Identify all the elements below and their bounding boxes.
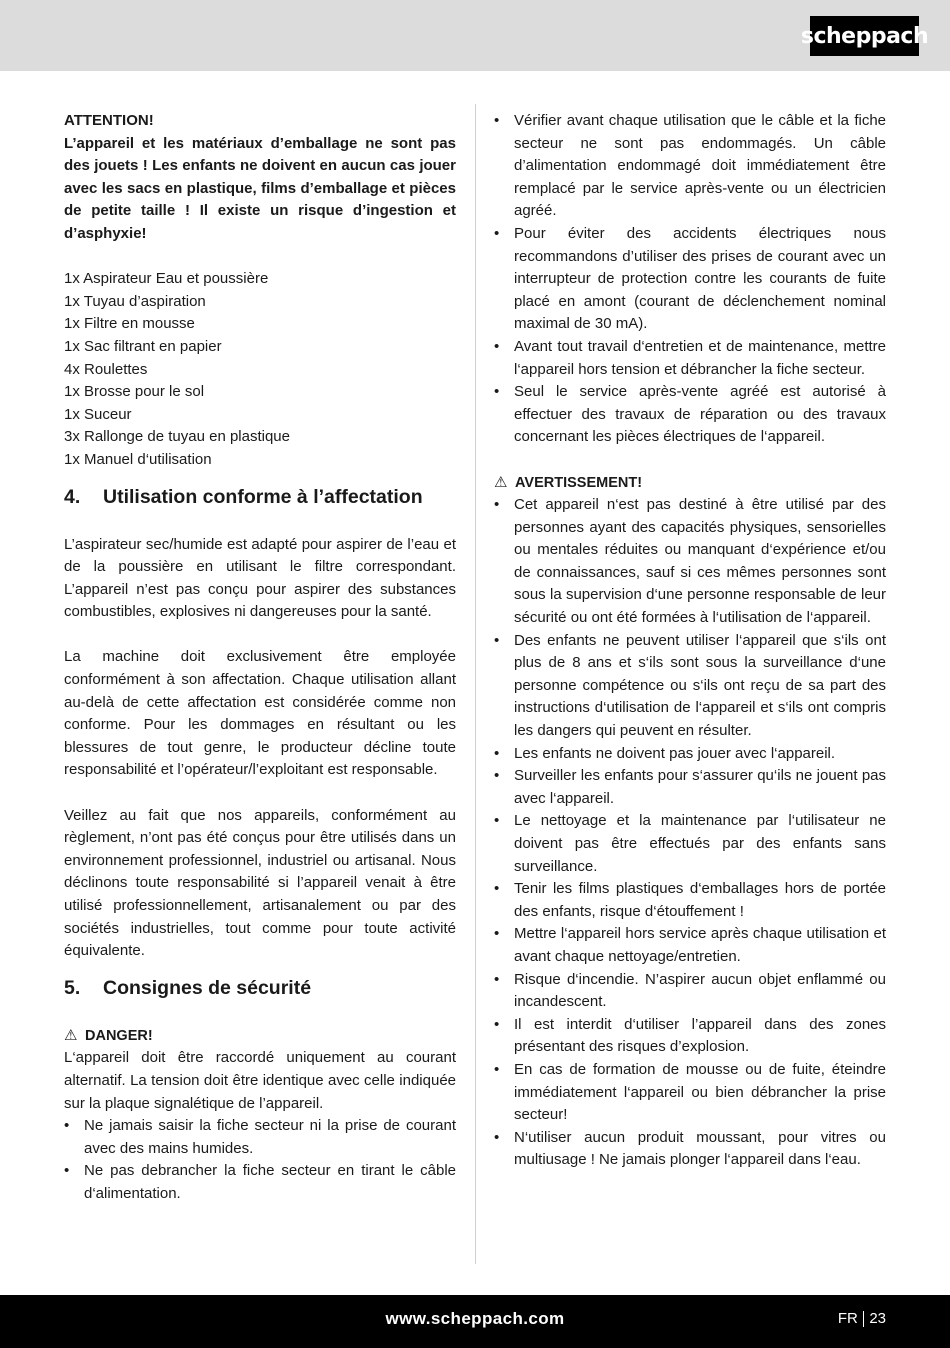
right-column [494,110,886,1172]
section-title: Consignes de sécurité [103,976,312,999]
paragraph: L’aspirateur sec/humide est adapté pour aspirer de l’eau et de la poussière en utilisant le filtre correspondant. L’appareil n’est pas conçu pour aspirer des substances combustibles, explosives ni dangereuses pour la santé. [64,535,456,621]
list-item: 4x Roulettes [64,360,148,378]
language-code: FR [837,1310,858,1327]
list-item: 1x Aspirateur Eau et poussière [64,270,269,288]
list-item: • Cet appareil n‘est pas destiné à être utilisé par des personnes ayant des capacités physiques, sensorielles ou mentales réduites ou manquant d‘expérience et/ou de connaissances, sauf si ces mêmes personnes sont sous la supervision d‘une personne responsable de leur sécurité ou ont été formées à l‘utilisation de l‘appareil. [494,494,886,630]
attention-text: L’appareil et les matériaux d’emballage ne sont pas des jouets ! Les enfants ne doivent en aucun cas jouer avec les sacs en plastique, films d’emballage et pièces de petite taille ! Il existe un risque d’ingestion et d’asphyxie! [64,134,456,242]
list-item: 1x Sac filtrant en papier [64,337,222,355]
list-item: • En cas de formation de mousse ou de fuite, éteindre immédiatement l‘appareil ou bien débrancher la prise secteur! [494,1059,886,1127]
list-item: • Mettre l‘appareil hors service après chaque utilisation et avant chaque nettoyage/entretien. [494,923,886,968]
list-item: • Surveiller les enfants pour s‘assurer qu‘ils ne jouent pas avec l‘appareil. [494,765,886,810]
danger-label: DANGER! [85,1027,153,1044]
list-item: • N‘utiliser aucun produit moussant, pour vitres ou multiusage ! Ne jamais plonger l‘appareil dans l‘eau. [494,1127,886,1172]
list-item: • Pour éviter des accidents électriques nous recommandons d’utiliser des prises de courant avec un interrupteur de protection contre les courants de fuite placé en amont (courant de déclenchement nominal maximal de 30 mA). [494,223,886,336]
warning-triangle-icon: ⚠ [64,1026,78,1044]
list-item: • Risque d‘incendie. N’aspirer aucun objet enflammé ou incandescent. [494,969,886,1014]
website-link[interactable]: www.scheppach.com [385,1309,565,1328]
column-divider [475,104,476,1264]
list-item: • Le nettoyage et la maintenance par l‘utilisateur ne doivent pas être effectués par des enfants sans surveillance. [494,810,886,878]
list-item: 1x Brosse pour le sol [64,383,205,401]
list-item: 1x Manuel d‘utilisation [64,450,212,468]
separator [863,1311,865,1327]
section-number: 4. [64,485,81,508]
list-item: • Ne pas debrancher la fiche secteur en tirant le câble d‘alimentation. [64,1160,456,1205]
page-header [0,0,950,71]
danger-text: L‘appareil doit être raccordé uniquement au courant alternatif. La tension doit être identique avec celle indiquée sur la plaque signalétique de l’appareil. [64,1049,456,1112]
page-footer [0,1295,950,1348]
list-item: • Ne jamais saisir la fiche secteur ni la prise de courant avec des mains humides. [64,1115,456,1160]
safety-bullet-list [494,110,886,449]
list-item: 1x Filtre en mousse [64,315,195,333]
warning-title [494,472,886,495]
scheppach-logo: scheppach [810,16,919,56]
section-number: 5. [64,976,81,999]
list-item: • Seul le service après-vente agréé est autorisé à effectuer des travaux de réparation ou des travaux concernant les pièces électriques de l‘appareil. [494,381,886,449]
page-info [838,1310,886,1327]
warning-triangle-icon: ⚠ [494,473,508,491]
danger-title [64,1025,456,1048]
list-item: 1x Tuyau d’aspiration [64,292,206,310]
paragraph: Veillez au fait que nos appareils, conformément au règlement, n’ont pas été conçus pour être utilisés dans un environnement professionnel, industriel ou artisanal. Nous déclinons toute responsabilité si l’appareil venait à être utilisé professionnellement, artisanalement ou par des sociétés industrielles, tout comme pour toute activité équivalente. [64,806,456,960]
left-column [64,110,456,1206]
warning-label: AVERTISSEMENT! [515,474,643,491]
list-item: • Vérifier avant chaque utilisation que le câble et la fiche secteur ne sont pas endommagés. Un câble d’alimentation endommagé doit immédiatement être remplacé par le service après-vente ou un électricien agréé. [494,110,886,223]
list-item: 1x Suceur [64,405,132,423]
section-4-heading [64,484,456,510]
list-item: • Tenir les films plastiques d‘emballages hors de portée des enfants, risque d‘étouffement ! [494,878,886,923]
section-title: Utilisation conforme à l’affectation [103,485,423,508]
list-item: 3x Rallonge de tuyau en plastique [64,428,290,446]
danger-bullet-list [64,1115,456,1205]
list-item: • Les enfants ne doivent pas jouer avec l‘appareil. [494,743,886,766]
list-item: • Des enfants ne peuvent utiliser l‘appareil que s‘ils ont plus de 8 ans et s‘ils sont sous la surveillance d‘une personne compétence ou s‘ils ont reçu de sa part des instructions d‘utilisation de l‘appareil et s‘ils ont compris les dangers qui peuvent en résulter. [494,630,886,743]
section-5-heading [64,975,456,1001]
package-contents-list [64,268,456,471]
warning-bullet-list [494,494,886,1172]
list-item: • Avant tout travail d‘entretien et de maintenance, mettre l‘appareil hors tension et débrancher la fiche secteur. [494,336,886,381]
paragraph: La machine doit exclusivement être employée conformément à son affectation. Chaque utilisation allant au-delà de cette affectation est considérée comme non conforme. Pour les dommages en résultant ou les blessures de tout genre, le producteur décline toute responsabilité et l’opérateur/l’exploitant est responsable. [64,648,456,779]
attention-title: ATTENTION! [64,112,154,129]
page-number: 23 [869,1310,886,1327]
list-item: • Il est interdit d‘utiliser l’appareil dans des zones présentant des risques d’explosion. [494,1014,886,1059]
